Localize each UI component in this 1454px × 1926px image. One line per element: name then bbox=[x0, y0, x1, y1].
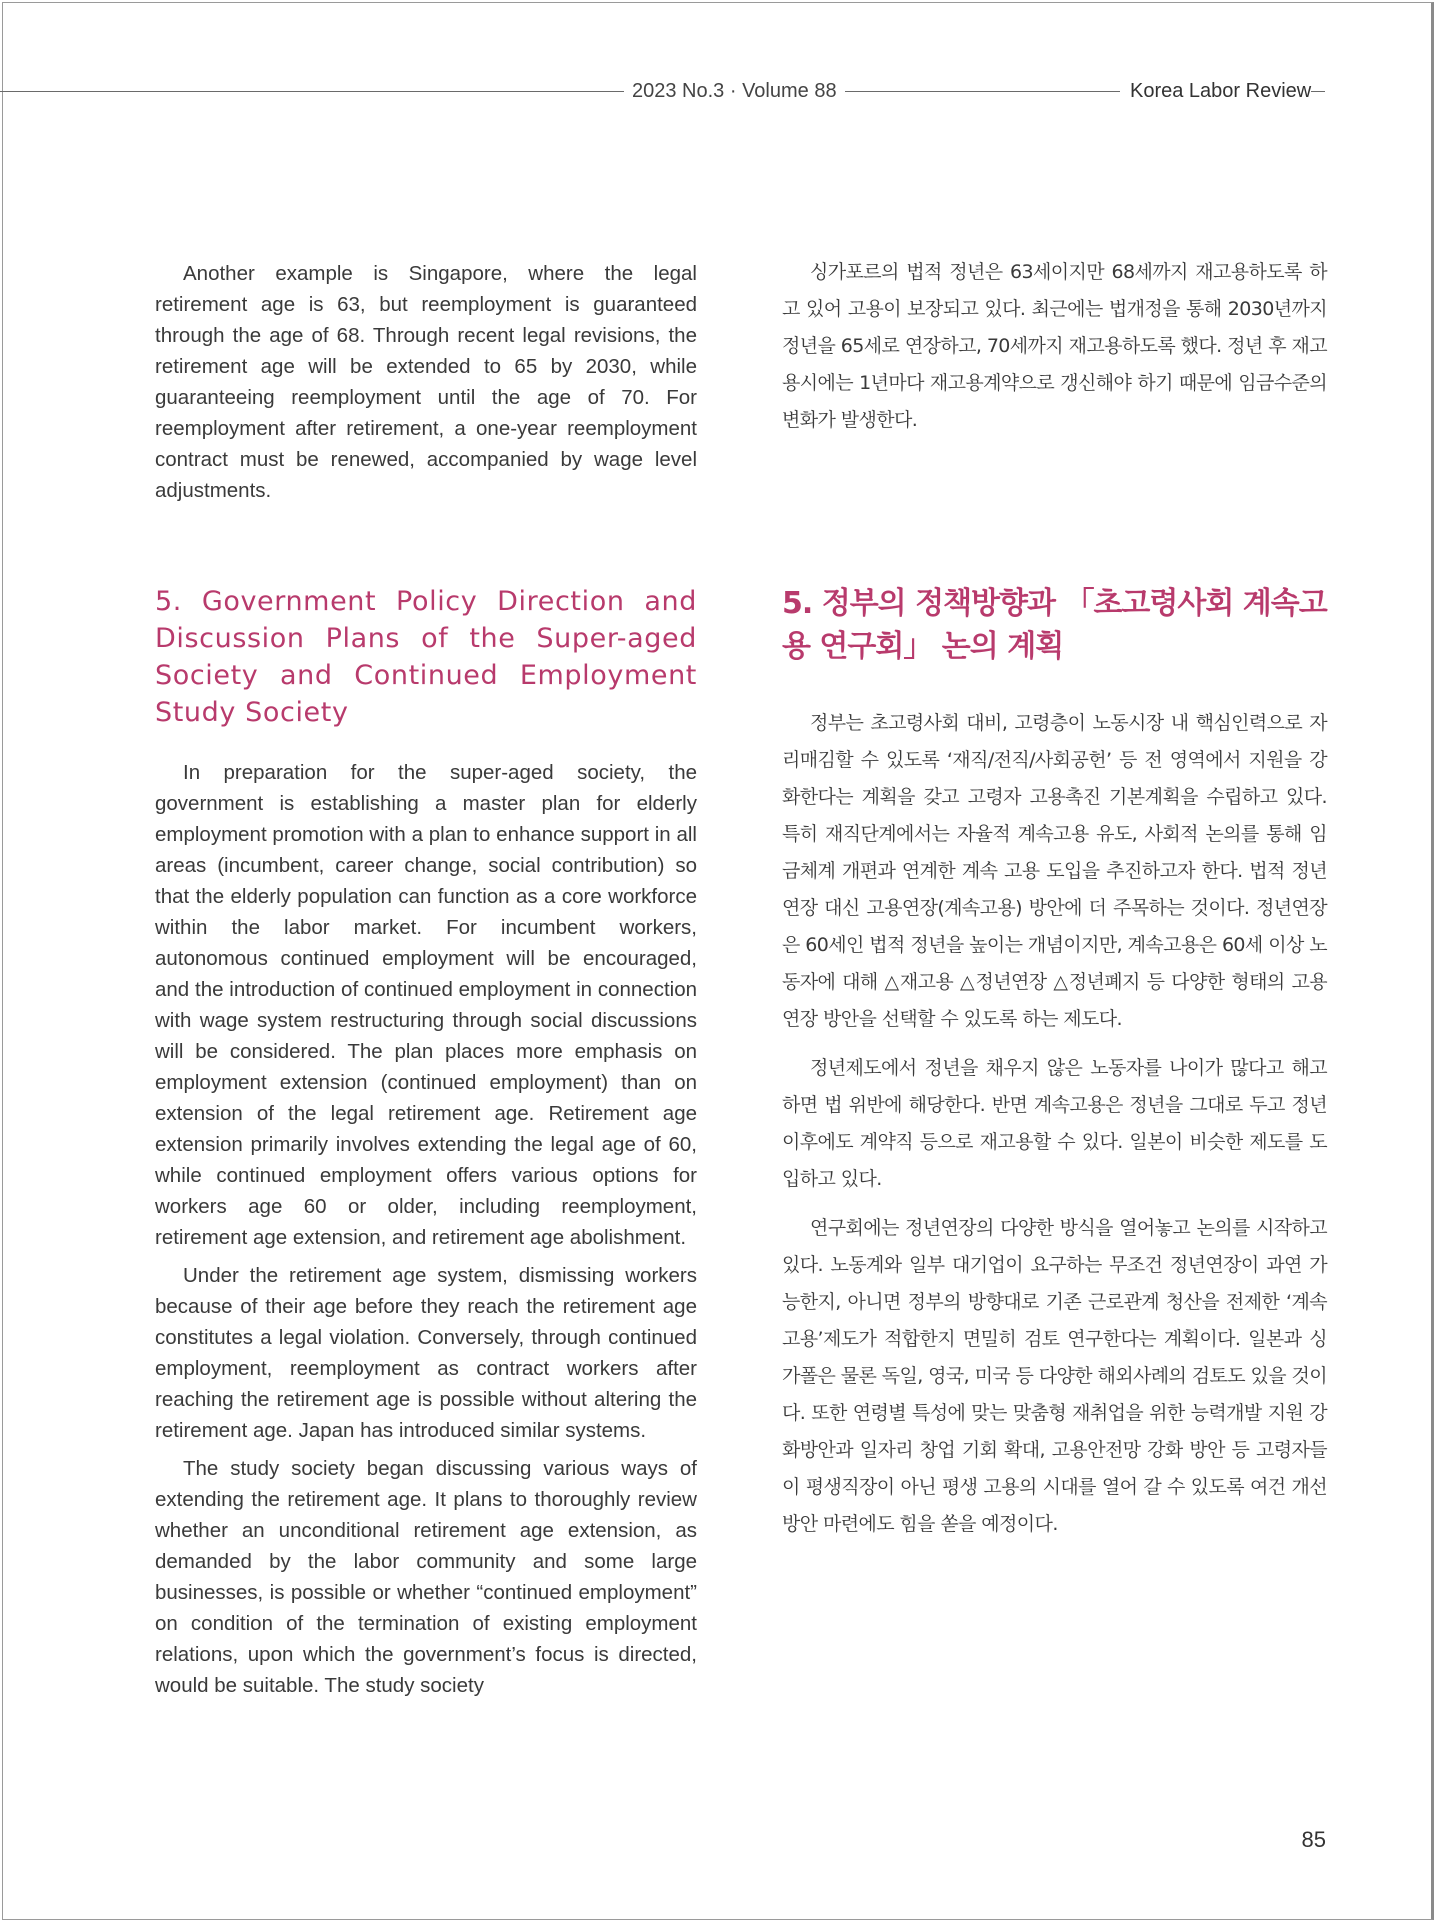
english-intro-paragraph: Another example is Singapore, where the legal retirement age is 63, but reemployment is guaranteed through the age of 68. Through recent legal revisions, the retirement age will be extended to 65 by 2030, while guaranteeing reemployment until the age of 70. For reemployment after retirement, a one-year reemployment contract must be renewed, accompanied by wage level adjustments. bbox=[155, 262, 697, 502]
english-body-block bbox=[155, 757, 697, 1701]
english-paragraph-3: The study society began discussing various ways of extending the retirement age. It plans to thoroughly review whether an unconditional retirement age extension, as demanded by the labor community and some large businesses, is possible or whether “continued employment” on condition of the termination of existing employment relations, upon which the government’s focus is directed, would be suitable. The study society bbox=[155, 1457, 697, 1697]
korean-intro-paragraph: 싱가포르의 법적 정년은 63세이지만 68세까지 재고용하도록 하고 있어 고용이 보장되고 있다. 최근에는 법개정을 통해 2030년까지 정년을 65세로 연장하고, 70세까지 재고용하도록 했다. 정년 후 재고용시에는 1년마다 재고용계약으로 갱신해야 하기 때문에 임금수준의 변화가 발생한다. bbox=[782, 261, 1327, 431]
journal-title: Korea Labor Review bbox=[1120, 77, 1311, 105]
korean-section-heading-block bbox=[782, 582, 1327, 668]
english-paragraph-1: In preparation for the super-aged society, the government is establishing a master plan for elderly employment promotion with a plan to enhance support in all areas (incumbent, career change, social contribution) so that the elderly population can function as a core workforce within the labor market. For incumbent workers, autonomous continued employment will be encouraged, and the introduction of continued employment in connection with wage system restructuring through social discussions will be considered. The plan places more emphasis on employment extension (continued employment) than on extension of the legal retirement age. Retirement age extension primarily involves extending the legal age of 60, while continued employment offers various options for workers age 60 or older, including reemployment, retirement age extension, and retirement age abolishment. bbox=[155, 761, 697, 1249]
korean-paragraph-2: 정년제도에서 정년을 채우지 않은 노동자를 나이가 많다고 해고하면 법 위반에 해당한다. 반면 계속고용은 정년을 그대로 두고 정년 이후에도 계약직 등으로 재고용할 수 있다. 일본이 비슷한 제도를 도입하고 있다. bbox=[782, 1057, 1327, 1190]
english-intro-block bbox=[155, 258, 697, 506]
english-section-heading-block bbox=[155, 583, 697, 731]
issue-label: 2023 No.3 · Volume 88 bbox=[624, 77, 845, 105]
korean-intro-block bbox=[782, 254, 1327, 439]
page-number: 85 bbox=[1301, 1827, 1326, 1852]
english-paragraph-2: Under the retirement age system, dismissing workers because of their age before they reach the retirement age constitutes a legal violation. Conversely, through continued employment, reemployment as contract workers after reaching the retirement age is possible without altering the retirement age. Japan has introduced similar systems. bbox=[155, 1264, 697, 1442]
korean-section-heading: 5. 정부의 정책방향과 「초고령사회 계속고용 연구회」 논의 계획 bbox=[782, 586, 1327, 664]
english-section-heading: 5. Government Policy Direction and Discussion Plans of the Super-aged Society and Continued Employment Study Society bbox=[155, 586, 697, 728]
korean-paragraph-3: 연구회에는 정년연장의 다양한 방식을 열어놓고 논의를 시작하고 있다. 노동계와 일부 대기업이 요구하는 무조건 정년연장이 과연 가능한지, 아니면 정부의 방향대로 기존 근로관계 청산을 전제한 ‘계속고용’제도가 적합한지 면밀히 검토 연구한다는 계획이다. 일본과 싱가폴은 물론 독일, 영국, 미국 등 다양한 해외사례의 검토도 있을 것이다. 또한 연령별 특성에 맞는 맞춤형 재취업을 위한 능력개발 지원 강화방안과 일자리 창업 기회 확대, 고용안전망 강화 방안 등 고령자들이 평생직장이 아닌 평생 고용의 시대를 열어 갈 수 있도록 여건 개선 방안 마련에도 힘을 쏟을 예정이다. bbox=[782, 1217, 1327, 1535]
korean-body-block bbox=[782, 705, 1327, 1543]
korean-paragraph-1: 정부는 초고령사회 대비, 고령층이 노동시장 내 핵심인력으로 자리매김할 수 있도록 ‘재직/전직/사회공헌’ 등 전 영역에서 지원을 강화한다는 계획을 갖고 고령자 고용촉진 기본계획을 수립하고 있다. 특히 재직단계에서는 자율적 계속고용 유도, 사회적 논의를 통해 임금체계 개편과 연계한 계속 고용 도입을 추진하고자 한다. 법적 정년연장 대신 고용연장(계속고용) 방안에 더 주목하는 것이다. 정년연장은 60세인 법적 정년을 높이는 개념이지만, 계속고용은 60세 이상 노동자에 대해 △재고용 △정년연장 △정년폐지 등 다양한 형태의 고용연장 방안을 선택할 수 있도록 하는 제도다. bbox=[782, 712, 1327, 1030]
